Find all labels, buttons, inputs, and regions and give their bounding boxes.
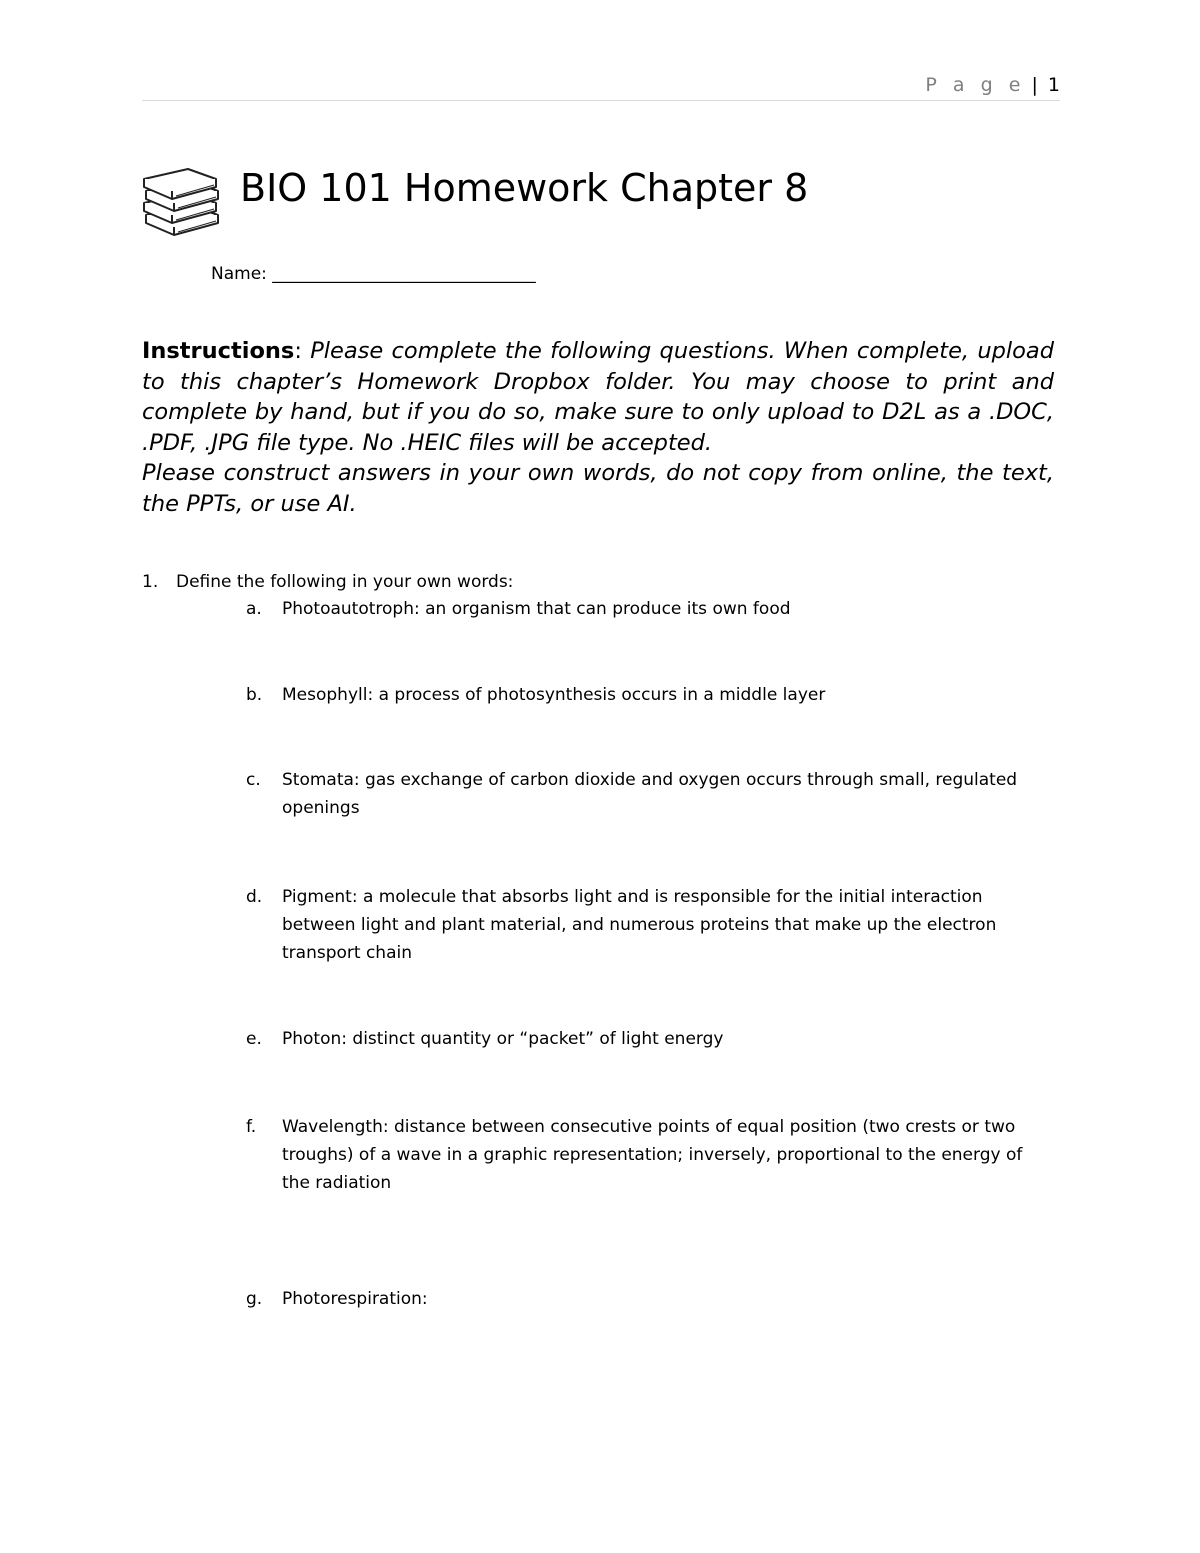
list-item-a <box>246 595 1036 623</box>
page-separator: | <box>1031 74 1038 96</box>
page-number-label <box>925 74 1060 96</box>
question-text: Define the following in your own words: <box>176 572 514 592</box>
instructions-text: Please complete the following questions. When complete, upload to this chapter’s Homework Dropbox folder. You may choose to print and complete by hand, but if you do so, make sure to only upload to D2L as a .DOC, .PDF, .JPG file type. No .HEIC files will be accepted. <box>142 338 1054 456</box>
item-text[interactable]: Pigment: a molecule that absorbs light and is responsible for the initial interaction between light and plant material, and numerous proteins that make up the electron transport chain <box>282 887 997 963</box>
item-text[interactable]: Mesophyll: a process of photosynthesis occurs in a middle layer <box>282 685 826 705</box>
item-text[interactable]: Photon: distinct quantity or “packet” of light energy <box>282 1029 724 1049</box>
item-marker: e. <box>246 1029 262 1049</box>
item-marker: a. <box>246 599 262 619</box>
instructions-colon: : <box>294 338 302 364</box>
name-field[interactable]: Name: _______________________________ <box>211 264 536 284</box>
item-text[interactable]: Stomata: gas exchange of carbon dioxide and oxygen occurs through small, regulated openings <box>282 770 1018 818</box>
books-stack-icon <box>140 167 222 241</box>
item-marker: d. <box>246 887 263 907</box>
instructions-lead: Instructions <box>142 338 295 364</box>
list-item-e <box>246 1025 1036 1053</box>
document-title: BIO 101 Homework Chapter 8 <box>240 166 809 210</box>
instructions-second: Please construct answers in your own words, do not copy from online, the text, the PPTs, or use AI. <box>142 460 1054 517</box>
item-marker: f. <box>246 1117 257 1137</box>
item-text[interactable]: Photorespiration: <box>282 1289 428 1309</box>
item-text[interactable]: Wavelength: distance between consecutive points of equal position (two crests or two troughs) of a wave in a graphic representation; inversely, proportional to the energy of the radiation <box>282 1117 1023 1193</box>
item-marker: b. <box>246 685 263 705</box>
list-item-g <box>246 1285 1036 1313</box>
question-number: 1. <box>142 572 159 592</box>
question-1 <box>142 570 513 594</box>
item-marker: c. <box>246 770 261 790</box>
page-header <box>142 72 1060 101</box>
list-item-d <box>246 883 1036 967</box>
instructions-paragraph <box>142 336 1054 519</box>
list-item-c <box>246 766 1036 822</box>
page-word: P a g e <box>925 74 1026 96</box>
item-text[interactable]: Photoautotroph: an organism that can produce its own food <box>282 599 791 619</box>
list-item-f <box>246 1113 1036 1197</box>
list-item-b <box>246 681 1036 709</box>
item-marker: g. <box>246 1289 263 1309</box>
page-number: 1 <box>1047 74 1060 96</box>
